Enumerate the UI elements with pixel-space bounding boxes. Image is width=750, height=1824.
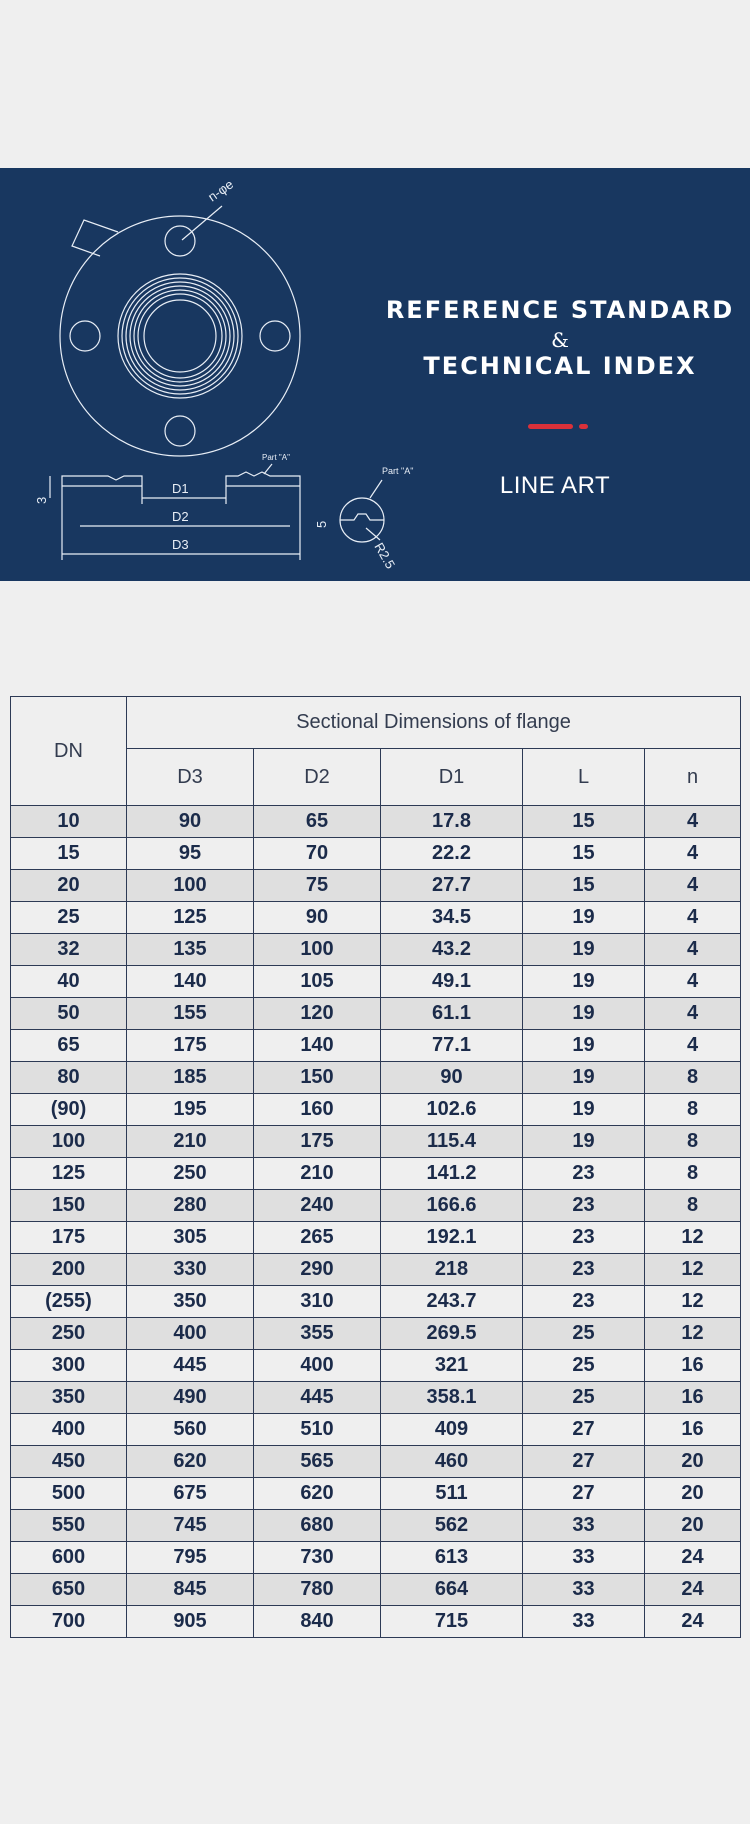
flange-line-drawing <box>0 168 414 581</box>
value-cell: 150 <box>254 1062 381 1094</box>
value-cell: 16 <box>645 1382 741 1414</box>
value-cell: 210 <box>127 1126 254 1158</box>
table-row <box>11 1286 741 1318</box>
value-cell: 4 <box>645 934 741 966</box>
value-cell: 19 <box>523 1030 645 1062</box>
dn-cell: 450 <box>11 1446 127 1478</box>
value-cell: 33 <box>523 1510 645 1542</box>
value-cell: 65 <box>254 806 381 838</box>
value-cell: 33 <box>523 1574 645 1606</box>
table-row <box>11 1190 741 1222</box>
value-cell: 265 <box>254 1222 381 1254</box>
value-cell: 280 <box>127 1190 254 1222</box>
value-cell: 49.1 <box>381 966 523 998</box>
table-body <box>11 806 741 1638</box>
value-cell: 4 <box>645 870 741 902</box>
value-cell: 620 <box>254 1478 381 1510</box>
value-cell: 460 <box>381 1446 523 1478</box>
value-cell: 8 <box>645 1158 741 1190</box>
table-row <box>11 1510 741 1542</box>
dn-cell: 10 <box>11 806 127 838</box>
value-cell: 20 <box>645 1478 741 1510</box>
value-cell: 141.2 <box>381 1158 523 1190</box>
value-cell: 17.8 <box>381 806 523 838</box>
bolt-hole-left <box>70 321 100 351</box>
value-cell: 16 <box>645 1350 741 1382</box>
value-cell: 24 <box>645 1574 741 1606</box>
value-cell: 19 <box>523 1094 645 1126</box>
label-d3: D3 <box>172 537 189 552</box>
dn-cell: 400 <box>11 1414 127 1446</box>
value-cell: 310 <box>254 1286 381 1318</box>
dn-header: DN <box>11 697 127 806</box>
value-cell: 8 <box>645 1062 741 1094</box>
value-cell: 905 <box>127 1606 254 1638</box>
column-header: D3 <box>127 749 254 806</box>
value-cell: 90 <box>381 1062 523 1094</box>
table-row <box>11 1382 741 1414</box>
table-row <box>11 998 741 1030</box>
dn-cell: 200 <box>11 1254 127 1286</box>
dn-cell: 15 <box>11 838 127 870</box>
value-cell: 620 <box>127 1446 254 1478</box>
value-cell: 290 <box>254 1254 381 1286</box>
value-cell: 845 <box>127 1574 254 1606</box>
value-cell: 115.4 <box>381 1126 523 1158</box>
value-cell: 166.6 <box>381 1190 523 1222</box>
value-cell: 269.5 <box>381 1318 523 1350</box>
value-cell: 120 <box>254 998 381 1030</box>
table-row <box>11 1350 741 1382</box>
value-cell: 75 <box>254 870 381 902</box>
value-cell: 675 <box>127 1478 254 1510</box>
value-cell: 355 <box>254 1318 381 1350</box>
value-cell: 27 <box>523 1446 645 1478</box>
value-cell: 510 <box>254 1414 381 1446</box>
value-cell: 20 <box>645 1446 741 1478</box>
value-cell: 4 <box>645 806 741 838</box>
dn-cell: 250 <box>11 1318 127 1350</box>
table-row <box>11 1542 741 1574</box>
value-cell: 4 <box>645 966 741 998</box>
value-cell: 70 <box>254 838 381 870</box>
value-cell: 840 <box>254 1606 381 1638</box>
value-cell: 218 <box>381 1254 523 1286</box>
value-cell: 125 <box>127 902 254 934</box>
value-cell: 20 <box>645 1510 741 1542</box>
value-cell: 210 <box>254 1158 381 1190</box>
dn-cell: (255) <box>11 1286 127 1318</box>
dn-cell: 700 <box>11 1606 127 1638</box>
value-cell: 175 <box>254 1126 381 1158</box>
value-cell: 19 <box>523 934 645 966</box>
value-cell: 664 <box>381 1574 523 1606</box>
label-d1: D1 <box>172 481 189 496</box>
value-cell: 4 <box>645 1030 741 1062</box>
table-row <box>11 1158 741 1190</box>
value-cell: 24 <box>645 1542 741 1574</box>
value-cell: 490 <box>127 1382 254 1414</box>
value-cell: 8 <box>645 1190 741 1222</box>
value-cell: 15 <box>523 838 645 870</box>
bolt-hole-right <box>260 321 290 351</box>
value-cell: 192.1 <box>381 1222 523 1254</box>
value-cell: 19 <box>523 902 645 934</box>
value-cell: 23 <box>523 1222 645 1254</box>
dn-cell: 100 <box>11 1126 127 1158</box>
value-cell: 400 <box>254 1350 381 1382</box>
dn-cell: 20 <box>11 870 127 902</box>
value-cell: 565 <box>254 1446 381 1478</box>
value-cell: 715 <box>381 1606 523 1638</box>
value-cell: 19 <box>523 1126 645 1158</box>
table-row <box>11 1062 741 1094</box>
value-cell: 358.1 <box>381 1382 523 1414</box>
title-technical-index: TECHNICAL INDEX <box>423 352 697 380</box>
value-cell: 445 <box>254 1382 381 1414</box>
dn-cell: 650 <box>11 1574 127 1606</box>
value-cell: 350 <box>127 1286 254 1318</box>
table-row <box>11 1606 741 1638</box>
dn-cell: 65 <box>11 1030 127 1062</box>
value-cell: 250 <box>127 1158 254 1190</box>
dn-cell: 50 <box>11 998 127 1030</box>
value-cell: 19 <box>523 966 645 998</box>
dn-cell: 550 <box>11 1510 127 1542</box>
value-cell: 12 <box>645 1254 741 1286</box>
dn-cell: 600 <box>11 1542 127 1574</box>
dn-cell: 500 <box>11 1478 127 1510</box>
value-cell: 34.5 <box>381 902 523 934</box>
table-row <box>11 1574 741 1606</box>
table-row <box>11 1414 741 1446</box>
value-cell: 562 <box>381 1510 523 1542</box>
label-part-a-1: Part "A" <box>262 453 290 462</box>
dn-cell: 350 <box>11 1382 127 1414</box>
column-header: n <box>645 749 741 806</box>
value-cell: 12 <box>645 1222 741 1254</box>
value-cell: 33 <box>523 1542 645 1574</box>
column-header: D1 <box>381 749 523 806</box>
dn-cell: 150 <box>11 1190 127 1222</box>
table-row <box>11 1254 741 1286</box>
table-row <box>11 806 741 838</box>
table-row <box>11 1126 741 1158</box>
value-cell: 25 <box>523 1350 645 1382</box>
value-cell: 780 <box>254 1574 381 1606</box>
value-cell: 12 <box>645 1286 741 1318</box>
value-cell: 240 <box>254 1190 381 1222</box>
subtitle-line-art: LINE ART <box>499 472 611 499</box>
value-cell: 243.7 <box>381 1286 523 1318</box>
value-cell: 4 <box>645 998 741 1030</box>
value-cell: 185 <box>127 1062 254 1094</box>
value-cell: 33 <box>523 1606 645 1638</box>
table-row <box>11 902 741 934</box>
value-cell: 100 <box>254 934 381 966</box>
value-cell: 400 <box>127 1318 254 1350</box>
title-ampersand: & <box>551 328 569 352</box>
table-row <box>11 934 741 966</box>
value-cell: 95 <box>127 838 254 870</box>
value-cell: 4 <box>645 902 741 934</box>
value-cell: 22.2 <box>381 838 523 870</box>
value-cell: 409 <box>381 1414 523 1446</box>
value-cell: 305 <box>127 1222 254 1254</box>
value-cell: 511 <box>381 1478 523 1510</box>
label-radius: R2.5 <box>371 540 399 572</box>
dn-cell: 80 <box>11 1062 127 1094</box>
value-cell: 613 <box>381 1542 523 1574</box>
value-cell: 795 <box>127 1542 254 1574</box>
value-cell: 155 <box>127 998 254 1030</box>
value-cell: 680 <box>254 1510 381 1542</box>
value-cell: 16 <box>645 1414 741 1446</box>
bolt-hole-top <box>165 226 195 256</box>
value-cell: 90 <box>254 902 381 934</box>
table-row <box>11 1318 741 1350</box>
value-cell: 4 <box>645 838 741 870</box>
flange-bore-circle <box>118 274 242 398</box>
value-cell: 175 <box>127 1030 254 1062</box>
label-thickness: 3 <box>34 496 49 504</box>
dn-cell: 175 <box>11 1222 127 1254</box>
table-row <box>11 1030 741 1062</box>
flange-dimensions-table <box>10 696 741 1638</box>
value-cell: 140 <box>127 966 254 998</box>
value-cell: 15 <box>523 806 645 838</box>
table-row <box>11 1446 741 1478</box>
value-cell: 560 <box>127 1414 254 1446</box>
table-row <box>11 1478 741 1510</box>
value-cell: 195 <box>127 1094 254 1126</box>
value-cell: 8 <box>645 1094 741 1126</box>
accent-bar <box>528 424 573 429</box>
value-cell: 12 <box>645 1318 741 1350</box>
value-cell: 745 <box>127 1510 254 1542</box>
bolt-hole-bottom <box>165 416 195 446</box>
value-cell: 23 <box>523 1286 645 1318</box>
value-cell: 27 <box>523 1478 645 1510</box>
value-cell: 100 <box>127 870 254 902</box>
value-cell: 23 <box>523 1190 645 1222</box>
value-cell: 140 <box>254 1030 381 1062</box>
value-cell: 445 <box>127 1350 254 1382</box>
value-cell: 25 <box>523 1382 645 1414</box>
value-cell: 25 <box>523 1318 645 1350</box>
value-cell: 23 <box>523 1254 645 1286</box>
dn-cell: 125 <box>11 1158 127 1190</box>
value-cell: 23 <box>523 1158 645 1190</box>
value-cell: 160 <box>254 1094 381 1126</box>
label-height: 5 <box>314 520 329 528</box>
value-cell: 15 <box>523 870 645 902</box>
value-cell: 19 <box>523 998 645 1030</box>
value-cell: 27 <box>523 1414 645 1446</box>
value-cell: 61.1 <box>381 998 523 1030</box>
value-cell: 105 <box>254 966 381 998</box>
dn-cell: 300 <box>11 1350 127 1382</box>
label-d2: D2 <box>172 509 189 524</box>
table-row <box>11 838 741 870</box>
value-cell: 330 <box>127 1254 254 1286</box>
dn-cell: 25 <box>11 902 127 934</box>
title-reference-standard: REFERENCE STANDARD <box>385 296 735 324</box>
value-cell: 102.6 <box>381 1094 523 1126</box>
column-header: D2 <box>254 749 381 806</box>
value-cell: 27.7 <box>381 870 523 902</box>
dn-cell: 32 <box>11 934 127 966</box>
table-row <box>11 1094 741 1126</box>
value-cell: 8 <box>645 1126 741 1158</box>
flange-outer-circle <box>60 216 300 456</box>
value-cell: 24 <box>645 1606 741 1638</box>
accent-dot <box>579 424 588 429</box>
value-cell: 43.2 <box>381 934 523 966</box>
value-cell: 730 <box>254 1542 381 1574</box>
value-cell: 77.1 <box>381 1030 523 1062</box>
header-banner <box>0 168 750 581</box>
dn-cell: (90) <box>11 1094 127 1126</box>
table-row <box>11 870 741 902</box>
value-cell: 321 <box>381 1350 523 1382</box>
table-row <box>11 966 741 998</box>
label-holes: n-φe <box>205 176 237 205</box>
dn-cell: 40 <box>11 966 127 998</box>
label-part-a-2: Part "A" <box>382 466 414 476</box>
value-cell: 135 <box>127 934 254 966</box>
group-header: Sectional Dimensions of flange <box>127 697 741 749</box>
value-cell: 90 <box>127 806 254 838</box>
value-cell: 19 <box>523 1062 645 1094</box>
table-row <box>11 1222 741 1254</box>
column-header: L <box>523 749 645 806</box>
